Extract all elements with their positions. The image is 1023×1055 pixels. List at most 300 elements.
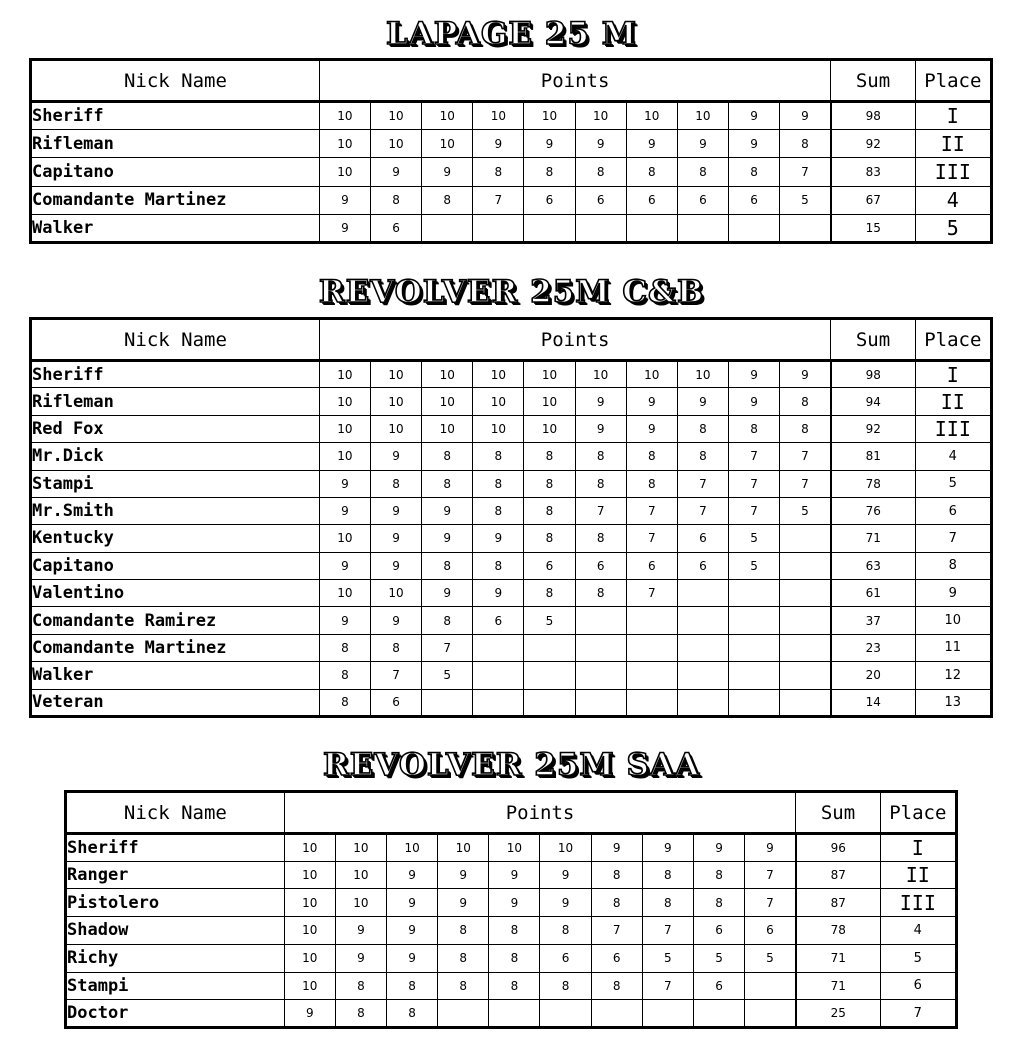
shot-score: 10 [319,361,370,388]
shot-score: 9 [335,944,386,972]
shot-score: 7 [728,470,779,497]
shot-score: 9 [728,102,779,130]
shot-score: 8 [473,470,524,497]
points-header: Points [319,319,831,361]
shot-score: 10 [335,834,386,862]
total-score: 14 [831,689,915,716]
shot-score: 8 [693,861,744,889]
shot-score [473,662,524,689]
shot-score: 9 [575,130,626,158]
shot-score: 8 [642,861,693,889]
shot-score [745,972,796,1000]
shot-score [438,1000,489,1028]
shot-score [473,214,524,242]
shot-score: 5 [728,525,779,552]
shooter-name: Shadow [66,917,285,945]
table-row [66,944,957,972]
shot-score: 10 [371,102,422,130]
shot-score: 10 [319,388,370,415]
shot-score [591,1000,642,1028]
place-rank: III [880,889,956,917]
shot-score: 8 [335,972,386,1000]
shot-score: 9 [319,186,370,214]
shot-score: 5 [745,944,796,972]
shot-score: 5 [780,186,831,214]
table-row [31,470,992,497]
shot-score: 8 [387,972,438,1000]
place-rank: 4 [915,443,991,470]
shot-score: 7 [371,662,422,689]
table-row [66,972,957,1000]
total-score: 81 [831,443,915,470]
shot-score: 10 [575,361,626,388]
shooter-name: Valentino [31,580,320,607]
shot-score: 6 [575,186,626,214]
table-row [31,662,992,689]
place-rank: III [915,158,991,186]
shooter-name: Mr.Dick [31,443,320,470]
table-row [31,388,992,415]
shooter-name: Rifleman [31,130,320,158]
shot-score: 7 [745,861,796,889]
shot-score: 6 [677,552,728,579]
shot-score: 6 [575,552,626,579]
shot-score: 8 [780,415,831,442]
shot-score: 9 [745,834,796,862]
shot-score: 7 [780,158,831,186]
total-score: 98 [831,102,915,130]
shot-score: 9 [387,944,438,972]
shot-score: 9 [540,861,591,889]
shooter-name: Capitano [31,552,320,579]
shot-score [728,607,779,634]
shot-score [626,607,677,634]
total-score: 94 [831,388,915,415]
shot-score [728,662,779,689]
shooter-name: Stampi [31,470,320,497]
shot-score: 9 [780,361,831,388]
shot-score: 10 [319,443,370,470]
total-score: 78 [796,917,880,945]
table-row [31,525,992,552]
shot-score: 10 [371,580,422,607]
shot-score: 8 [473,158,524,186]
total-score: 92 [831,415,915,442]
shot-score [693,1000,744,1028]
shot-score [524,634,575,661]
shot-score [422,689,473,716]
place-rank: I [915,102,991,130]
shot-score: 9 [387,889,438,917]
sum-header: Sum [796,792,880,834]
shot-score: 8 [524,443,575,470]
total-score: 92 [831,130,915,158]
shot-score [728,689,779,716]
shot-score: 9 [524,130,575,158]
shot-score [575,607,626,634]
lapage-results-table [29,58,993,244]
shot-score: 6 [473,607,524,634]
total-score: 98 [831,361,915,388]
shot-score [524,662,575,689]
shot-score: 8 [575,525,626,552]
shot-score [626,214,677,242]
shot-score: 8 [422,186,473,214]
shot-score: 10 [319,415,370,442]
shot-score: 10 [626,102,677,130]
shooter-name: Walker [31,662,320,689]
shot-score: 7 [642,972,693,1000]
shot-score: 8 [524,470,575,497]
place-rank: 12 [915,662,991,689]
table-row [31,130,992,158]
shot-score: 7 [642,917,693,945]
table-row [31,214,992,242]
total-score: 63 [831,552,915,579]
shot-score [780,525,831,552]
shot-score: 8 [575,470,626,497]
shot-score: 8 [591,861,642,889]
section-revolver-cb-title: REVOLVER 25M C&B [318,274,705,310]
shot-score [677,214,728,242]
points-header: Points [319,60,831,102]
place-rank: 8 [915,552,991,579]
place-rank: 7 [880,1000,956,1028]
place-rank: 4 [880,917,956,945]
shot-score: 10 [524,415,575,442]
shot-score [745,1000,796,1028]
shot-score: 8 [728,158,779,186]
place-rank: 6 [915,497,991,524]
revolver-saa-results-table [64,790,958,1029]
shot-score: 6 [728,186,779,214]
shot-score: 8 [489,972,540,1000]
shot-score [677,607,728,634]
shot-score: 9 [422,497,473,524]
shot-score: 10 [284,861,335,889]
shooter-name: Richy [66,944,285,972]
shot-score: 6 [524,186,575,214]
shot-score: 9 [371,552,422,579]
shot-score: 9 [387,917,438,945]
shot-score: 8 [473,443,524,470]
place-header: Place [915,60,991,102]
shooter-name: Sheriff [66,834,285,862]
place-rank: 4 [915,186,991,214]
shot-score: 10 [319,102,370,130]
shot-score: 9 [319,552,370,579]
shot-score: 9 [473,580,524,607]
shot-score: 9 [438,889,489,917]
shot-score: 8 [524,525,575,552]
shot-score: 10 [371,130,422,158]
shot-score: 9 [591,834,642,862]
shot-score: 5 [524,607,575,634]
shooter-name: Comandante Martinez [31,634,320,661]
section-lapage-title: LAPAGE 25 M [385,16,638,52]
shot-score: 10 [335,889,386,917]
shot-score: 7 [626,497,677,524]
shot-score: 8 [540,917,591,945]
shot-score [422,214,473,242]
shot-score: 10 [371,388,422,415]
shot-score: 8 [575,580,626,607]
shot-score: 8 [438,972,489,1000]
place-rank: I [880,834,956,862]
shot-score: 9 [422,580,473,607]
shot-score [524,689,575,716]
shot-score: 5 [693,944,744,972]
shot-score [677,689,728,716]
shot-score [575,689,626,716]
shot-score: 8 [524,158,575,186]
shot-score [780,607,831,634]
shot-score: 10 [319,130,370,158]
shot-score: 10 [371,361,422,388]
shot-score: 10 [473,102,524,130]
shot-score: 10 [284,944,335,972]
shot-score: 6 [677,186,728,214]
shot-score: 10 [319,525,370,552]
shot-score: 5 [642,944,693,972]
shooter-name: Comandante Martinez [31,186,320,214]
shot-score: 8 [473,552,524,579]
shot-score [728,214,779,242]
shot-score: 10 [335,861,386,889]
shot-score [575,662,626,689]
shot-score: 9 [489,889,540,917]
sum-header: Sum [831,319,915,361]
shot-score [780,580,831,607]
shot-score: 10 [319,158,370,186]
shot-score: 9 [319,497,370,524]
shot-score [489,1000,540,1028]
shot-score: 8 [780,130,831,158]
shooter-name: Red Fox [31,415,320,442]
shot-score: 8 [438,917,489,945]
shot-score: 10 [524,361,575,388]
shot-score: 6 [371,689,422,716]
shot-score: 8 [677,443,728,470]
table-row [66,861,957,889]
shot-score: 9 [335,917,386,945]
shot-score: 6 [626,186,677,214]
shot-score: 9 [626,415,677,442]
table-row [31,443,992,470]
shot-score: 9 [438,861,489,889]
shot-score: 8 [371,186,422,214]
shot-score: 9 [677,130,728,158]
shot-score: 8 [371,470,422,497]
shot-score: 8 [626,443,677,470]
total-score: 71 [831,525,915,552]
shot-score [642,1000,693,1028]
shot-score: 8 [422,443,473,470]
shot-score: 8 [780,388,831,415]
shot-score: 10 [575,102,626,130]
shot-score: 8 [422,470,473,497]
shot-score: 7 [677,470,728,497]
shooter-name: Rifleman [31,388,320,415]
shot-score: 8 [387,1000,438,1028]
shot-score: 10 [524,102,575,130]
shot-score [728,580,779,607]
total-score: 20 [831,662,915,689]
shot-score: 9 [371,525,422,552]
shot-score: 7 [626,580,677,607]
table-row [31,634,992,661]
shot-score: 5 [780,497,831,524]
shot-score: 9 [473,130,524,158]
shot-score: 10 [473,415,524,442]
shot-score: 8 [319,662,370,689]
shot-score: 9 [422,158,473,186]
shot-score: 10 [540,834,591,862]
place-rank: II [915,388,991,415]
shot-score: 6 [626,552,677,579]
shot-score [677,634,728,661]
shooter-name: Kentucky [31,525,320,552]
shooter-name: Walker [31,214,320,242]
total-score: 96 [796,834,880,862]
place-rank: I [915,361,991,388]
shot-score: 7 [780,443,831,470]
shot-score: 10 [371,415,422,442]
points-header: Points [284,792,796,834]
shot-score [780,552,831,579]
shot-score: 6 [524,552,575,579]
total-score: 15 [831,214,915,242]
shot-score: 7 [626,525,677,552]
shooter-name: Veteran [31,689,320,716]
shot-score: 8 [677,158,728,186]
shot-score: 10 [422,130,473,158]
table-row [31,158,992,186]
shot-score: 9 [575,415,626,442]
shot-score [728,634,779,661]
place-rank: 13 [915,689,991,716]
shot-score: 8 [575,158,626,186]
shooter-name: Capitano [31,158,320,186]
shot-score: 9 [728,130,779,158]
shot-score: 9 [319,470,370,497]
revolver-cb-results-table [29,317,993,718]
total-score: 67 [831,186,915,214]
shot-score: 10 [677,361,728,388]
shot-score [780,634,831,661]
shot-score [780,662,831,689]
shot-score: 8 [438,944,489,972]
shot-score: 8 [693,889,744,917]
shot-score: 10 [284,889,335,917]
shot-score [677,580,728,607]
shot-score: 7 [745,889,796,917]
shot-score: 10 [438,834,489,862]
shot-score: 8 [677,415,728,442]
shot-score: 8 [422,552,473,579]
shot-score: 6 [677,525,728,552]
shot-score: 8 [371,634,422,661]
shot-score: 8 [335,1000,386,1028]
shot-score: 10 [422,388,473,415]
table-row [31,186,992,214]
shooter-name: Stampi [66,972,285,1000]
shooter-name: Sheriff [31,102,320,130]
shot-score: 8 [524,497,575,524]
shot-score: 6 [591,944,642,972]
shot-score: 9 [387,861,438,889]
place-rank: II [915,130,991,158]
shot-score: 9 [728,388,779,415]
shot-score: 9 [693,834,744,862]
place-rank: 5 [915,214,991,242]
place-rank: 6 [880,972,956,1000]
place-rank: 11 [915,634,991,661]
shooter-name: Ranger [66,861,285,889]
header-row [31,319,992,361]
place-rank: II [880,861,956,889]
total-score: 87 [796,889,880,917]
shot-score: 8 [489,944,540,972]
table-row [66,1000,957,1028]
shot-score: 8 [422,607,473,634]
place-header: Place [880,792,956,834]
total-score: 23 [831,634,915,661]
shot-score: 7 [780,470,831,497]
shot-score: 10 [473,388,524,415]
shooter-name: Pistolero [66,889,285,917]
place-rank: 10 [915,607,991,634]
shot-score: 7 [473,186,524,214]
shot-score [473,689,524,716]
shooter-name: Sheriff [31,361,320,388]
table-row [31,689,992,716]
shot-score: 9 [319,607,370,634]
shot-score: 8 [642,889,693,917]
shot-score: 8 [489,917,540,945]
table-row [31,415,992,442]
shot-score: 6 [693,917,744,945]
nick-name-header: Nick Name [66,792,285,834]
shot-score: 10 [284,917,335,945]
shot-score: 8 [626,158,677,186]
shot-score: 10 [422,415,473,442]
shot-score: 8 [473,497,524,524]
shot-score [575,634,626,661]
place-rank: 7 [915,525,991,552]
place-rank: 5 [880,944,956,972]
shot-score: 9 [371,443,422,470]
shot-score: 9 [575,388,626,415]
total-score: 76 [831,497,915,524]
shot-score: 10 [473,361,524,388]
shot-score: 9 [371,497,422,524]
shot-score: 10 [422,361,473,388]
shot-score: 9 [371,607,422,634]
total-score: 71 [796,972,880,1000]
shot-score [473,634,524,661]
shot-score: 10 [387,834,438,862]
shot-score: 10 [524,388,575,415]
shot-score: 9 [371,158,422,186]
table-row [31,497,992,524]
shot-score: 9 [473,525,524,552]
shot-score: 8 [575,443,626,470]
shot-score: 9 [626,130,677,158]
shot-score: 10 [489,834,540,862]
shooter-name: Doctor [66,1000,285,1028]
shot-score: 8 [591,889,642,917]
